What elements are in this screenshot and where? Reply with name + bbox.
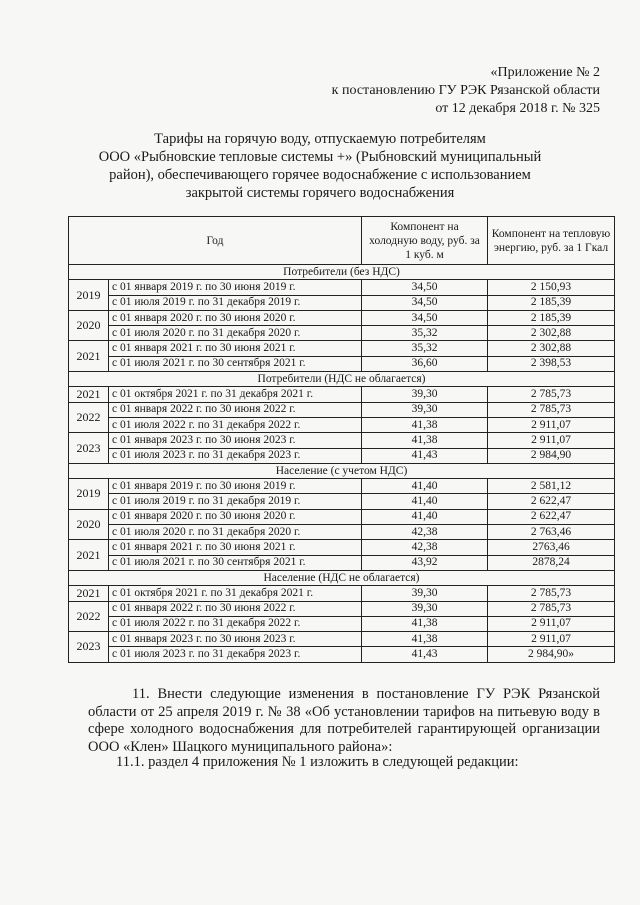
period-cell: с 01 июля 2019 г. по 31 декабря 2019 г. [109, 295, 362, 310]
appendix-line-1: «Приложение № 2 [490, 65, 600, 80]
cold-cell: 42,38 [362, 540, 488, 555]
title-line-2: ООО «Рыбновские тепловые системы +» (Рыбновский муниципальный [98, 149, 542, 165]
heat-cell: 2 911,07 [488, 616, 615, 631]
table-row [69, 647, 615, 662]
table-row [69, 280, 615, 295]
heat-cell: 2 185,39 [488, 295, 615, 310]
table-row [69, 540, 615, 555]
header-year: Год [69, 217, 362, 265]
section-row [69, 570, 615, 585]
appendix-header [332, 64, 600, 118]
header-heat-component: Компонент на тепловую энергию, руб. за 1 Гкал [488, 217, 615, 265]
heat-cell: 2 302,88 [488, 326, 615, 341]
cold-cell: 42,38 [362, 525, 488, 540]
period-cell: с 01 января 2020 г. по 30 июня 2020 г. [109, 310, 362, 325]
heat-cell: 2 398,53 [488, 356, 615, 371]
document-title [90, 130, 550, 202]
year-cell: 2023 [69, 433, 109, 464]
period-cell: с 01 октября 2021 г. по 31 декабря 2021 г. [109, 586, 362, 601]
cold-cell: 41,38 [362, 632, 488, 647]
header-cold-component: Компонент на холодную воду, руб. за 1 куб. м [362, 217, 488, 265]
heat-cell: 2 763,46 [488, 525, 615, 540]
title-line-4: закрытой системы горячего водоснабжения [185, 185, 455, 201]
period-cell: с 01 июля 2021 г. по 30 сентября 2021 г. [109, 356, 362, 371]
table-body [69, 265, 615, 663]
period-cell: с 01 июля 2019 г. по 31 декабря 2019 г. [109, 494, 362, 509]
year-cell: 2023 [69, 632, 109, 663]
period-cell: с 01 июля 2023 г. по 31 декабря 2023 г. [109, 647, 362, 662]
heat-cell: 2 785,73 [488, 387, 615, 402]
paragraph-11-1: 11.1. раздел 4 приложения № 1 изложить в следующей редакции: [116, 754, 519, 770]
cold-cell: 41,40 [362, 494, 488, 509]
table-row [69, 310, 615, 325]
heat-cell: 2763,46 [488, 540, 615, 555]
year-cell: 2021 [69, 387, 109, 402]
heat-cell: 2 302,88 [488, 341, 615, 356]
table-row [69, 525, 615, 540]
period-cell: с 01 июля 2020 г. по 31 декабря 2020 г. [109, 326, 362, 341]
table-row [69, 341, 615, 356]
year-cell: 2019 [69, 280, 109, 311]
heat-cell: 2 622,47 [488, 509, 615, 524]
table-row [69, 417, 615, 432]
cold-cell: 41,40 [362, 509, 488, 524]
table-row [69, 555, 615, 570]
table-row [69, 448, 615, 463]
period-cell: с 01 января 2019 г. по 30 июня 2019 г. [109, 479, 362, 494]
title-line-3: район), обеспечивающего горячее водоснабжение с использованием [109, 167, 531, 183]
period-cell: с 01 января 2021 г. по 30 июня 2021 г. [109, 540, 362, 555]
cold-cell: 34,50 [362, 295, 488, 310]
appendix-line-2: к постановлению ГУ РЭК Рязанской области [331, 83, 600, 98]
period-cell: с 01 января 2021 г. по 30 июня 2021 г. [109, 341, 362, 356]
year-cell: 2019 [69, 479, 109, 510]
section-title: Потребители (НДС не облагается) [69, 372, 615, 387]
table-row [69, 326, 615, 341]
table-row [69, 433, 615, 448]
table-row [69, 387, 615, 402]
appendix-line-3: от 12 декабря 2018 г. № 325 [435, 101, 600, 116]
table-header-row [69, 217, 615, 265]
heat-cell: 2 622,47 [488, 494, 615, 509]
year-cell: 2021 [69, 540, 109, 571]
year-cell: 2022 [69, 601, 109, 632]
cold-cell: 34,50 [362, 280, 488, 295]
cold-cell: 39,30 [362, 586, 488, 601]
year-cell: 2022 [69, 402, 109, 433]
table-row [69, 586, 615, 601]
cold-cell: 43,92 [362, 555, 488, 570]
table-row [69, 632, 615, 647]
section-row [69, 265, 615, 280]
heat-cell: 2 785,73 [488, 402, 615, 417]
year-cell: 2021 [69, 341, 109, 372]
heat-cell: 2 911,07 [488, 417, 615, 432]
period-cell: с 01 июля 2022 г. по 31 декабря 2022 г. [109, 616, 362, 631]
heat-cell: 2 984,90» [488, 647, 615, 662]
period-cell: с 01 июля 2022 г. по 31 декабря 2022 г. [109, 417, 362, 432]
period-cell: с 01 января 2023 г. по 30 июня 2023 г. [109, 433, 362, 448]
title-line-1: Тарифы на горячую воду, отпускаемую потребителям [154, 131, 486, 147]
section-row [69, 463, 615, 478]
heat-cell: 2 911,07 [488, 433, 615, 448]
table-row [69, 494, 615, 509]
period-cell: с 01 января 2023 г. по 30 июня 2023 г. [109, 632, 362, 647]
section-row [69, 372, 615, 387]
heat-cell: 2 911,07 [488, 632, 615, 647]
year-cell: 2020 [69, 509, 109, 540]
cold-cell: 41,43 [362, 647, 488, 662]
cold-cell: 41,38 [362, 616, 488, 631]
table-row [69, 356, 615, 371]
period-cell: с 01 июля 2021 г. по 30 сентября 2021 г. [109, 555, 362, 570]
cold-cell: 39,30 [362, 601, 488, 616]
table-row [69, 616, 615, 631]
section-title: Население (НДС не облагается) [69, 570, 615, 585]
cold-cell: 35,32 [362, 326, 488, 341]
heat-cell: 2 581,12 [488, 479, 615, 494]
year-cell: 2021 [69, 586, 109, 601]
cold-cell: 41,38 [362, 417, 488, 432]
cold-cell: 41,43 [362, 448, 488, 463]
table-row [69, 509, 615, 524]
cold-cell: 34,50 [362, 310, 488, 325]
heat-cell: 2878,24 [488, 555, 615, 570]
tariff-table [68, 216, 615, 663]
section-title: Потребители (без НДС) [69, 265, 615, 280]
heat-cell: 2 185,39 [488, 310, 615, 325]
table-row [69, 295, 615, 310]
cold-cell: 41,38 [362, 433, 488, 448]
heat-cell: 2 785,73 [488, 586, 615, 601]
period-cell: с 01 октября 2021 г. по 31 декабря 2021 г. [109, 387, 362, 402]
cold-cell: 39,30 [362, 387, 488, 402]
heat-cell: 2 785,73 [488, 601, 615, 616]
heat-cell: 2 984,90 [488, 448, 615, 463]
section-title: Население (с учетом НДС) [69, 463, 615, 478]
heat-cell: 2 150,93 [488, 280, 615, 295]
period-cell: с 01 января 2022 г. по 30 июня 2022 г. [109, 402, 362, 417]
table-row [69, 402, 615, 417]
table-row [69, 601, 615, 616]
period-cell: с 01 января 2020 г. по 30 июня 2020 г. [109, 509, 362, 524]
cold-cell: 39,30 [362, 402, 488, 417]
cold-cell: 41,40 [362, 479, 488, 494]
cold-cell: 36,60 [362, 356, 488, 371]
period-cell: с 01 июля 2023 г. по 31 декабря 2023 г. [109, 448, 362, 463]
cold-cell: 35,32 [362, 341, 488, 356]
period-cell: с 01 июля 2020 г. по 31 декабря 2020 г. [109, 525, 362, 540]
period-cell: с 01 января 2019 г. по 30 июня 2019 г. [109, 280, 362, 295]
period-cell: с 01 января 2022 г. по 30 июня 2022 г. [109, 601, 362, 616]
paragraph-11: 11. Внести следующие изменения в постановление ГУ РЭК Рязанской области от 25 апреля 2019 г. № 38 «Об установлении тарифов на питьевую воду в сфере холодного водоснабжения для потребителей гарантирующей организации ООО «Клен» Шацкого муниципального района»: [88, 686, 600, 755]
year-cell: 2020 [69, 310, 109, 341]
table-row [69, 479, 615, 494]
